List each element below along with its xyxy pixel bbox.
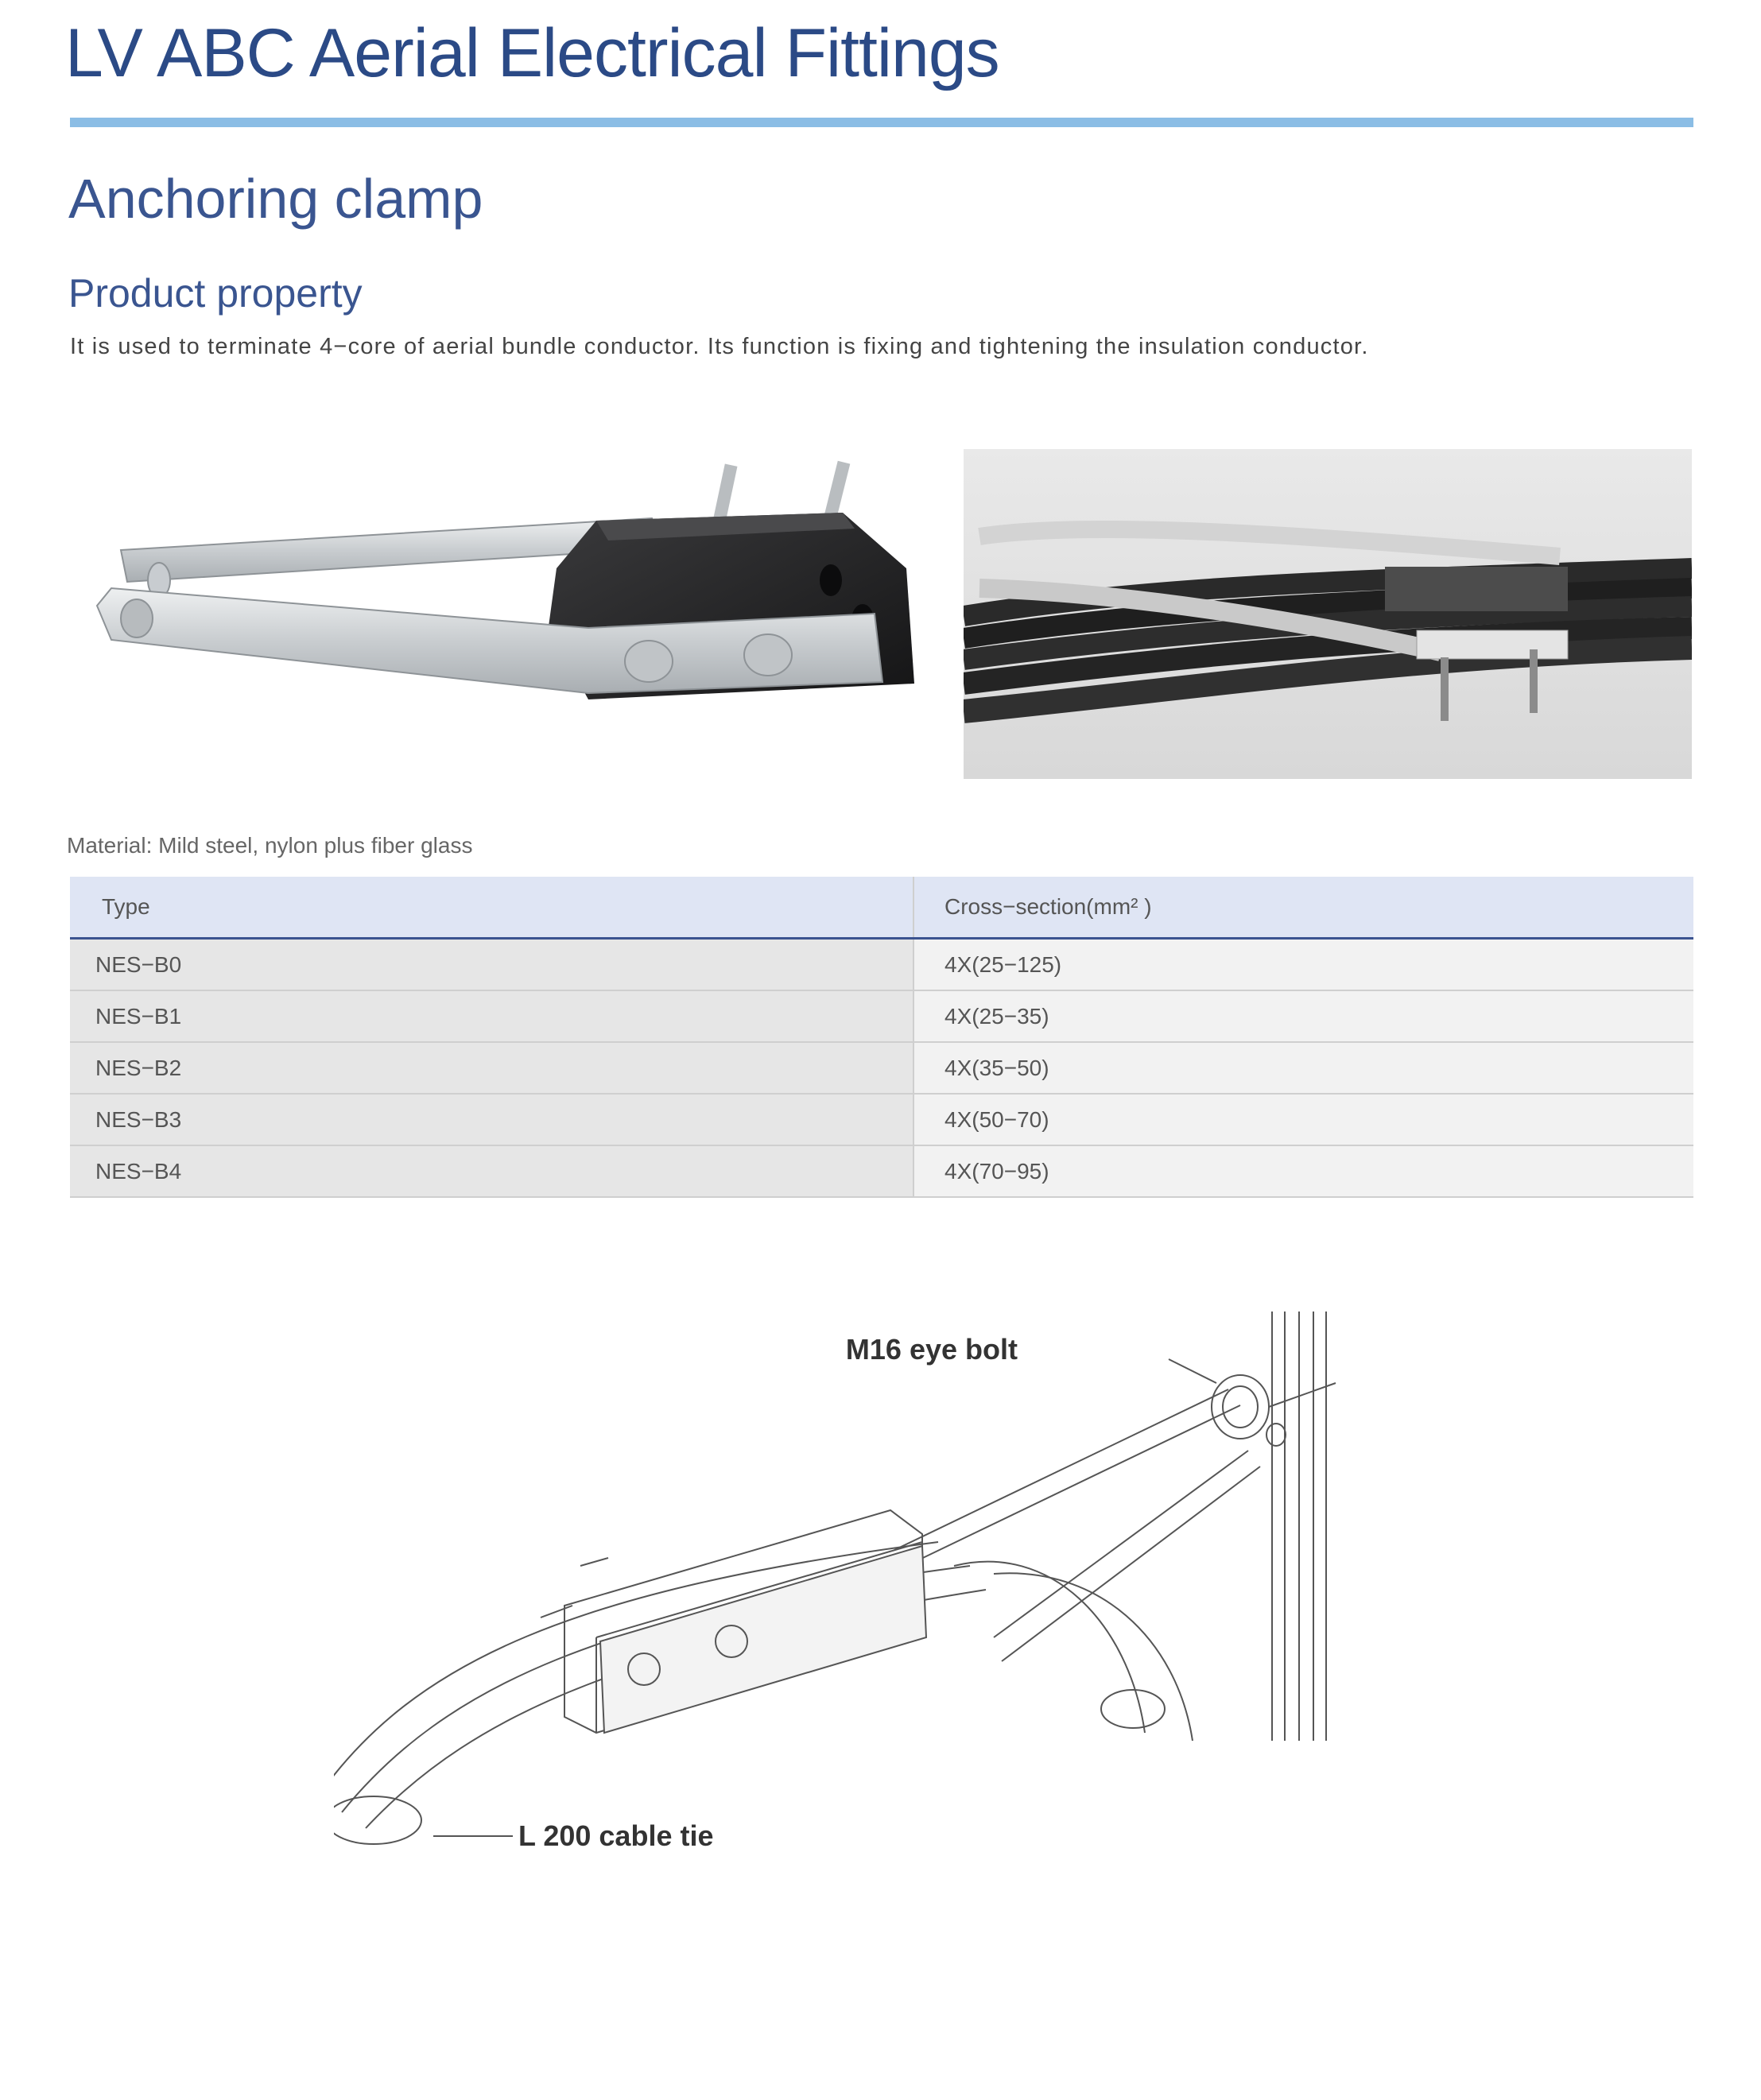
type-cell: NES−B1	[70, 990, 913, 1042]
header-cross-section: Cross−section(mm² )	[913, 877, 1693, 939]
table-row	[70, 939, 1693, 991]
header-type: Type	[70, 877, 913, 939]
type-cell: NES−B2	[70, 1042, 913, 1094]
cross-section-cell: 4X(35−50)	[913, 1042, 1693, 1094]
installed-clamp-photo	[964, 449, 1692, 779]
spec-table	[70, 877, 1693, 1198]
table-row	[70, 1145, 1693, 1197]
cross-section-cell: 4X(25−35)	[913, 990, 1693, 1042]
installation-diagram	[334, 1304, 1367, 1860]
table-row	[70, 990, 1693, 1042]
section-title: Anchoring clamp	[68, 168, 483, 230]
cross-section-cell: 4X(50−70)	[913, 1094, 1693, 1145]
eye-bolt-label: M16 eye bolt	[845, 1333, 1018, 1366]
type-cell: NES−B0	[70, 939, 913, 991]
page-title: LV ABC Aerial Electrical Fittings	[65, 15, 999, 91]
cross-section-cell: 4X(70−95)	[913, 1145, 1693, 1197]
table-row	[70, 1042, 1693, 1094]
type-cell: NES−B4	[70, 1145, 913, 1197]
anchoring-clamp-photo	[80, 429, 930, 715]
type-cell: NES−B3	[70, 1094, 913, 1145]
material-note: Material: Mild steel, nylon plus fiber glass	[67, 833, 473, 858]
cable-tie-label: L 200 cable tie	[518, 1819, 714, 1852]
product-property-heading: Product property	[68, 271, 363, 316]
title-divider	[70, 118, 1693, 127]
cross-section-cell: 4X(25−125)	[913, 939, 1693, 991]
product-description: It is used to terminate 4−core of aerial bundle conductor. Its function is fixing and tightening the insulation conductor.	[70, 334, 1369, 359]
table-row	[70, 1094, 1693, 1145]
table-header-row	[70, 877, 1693, 939]
